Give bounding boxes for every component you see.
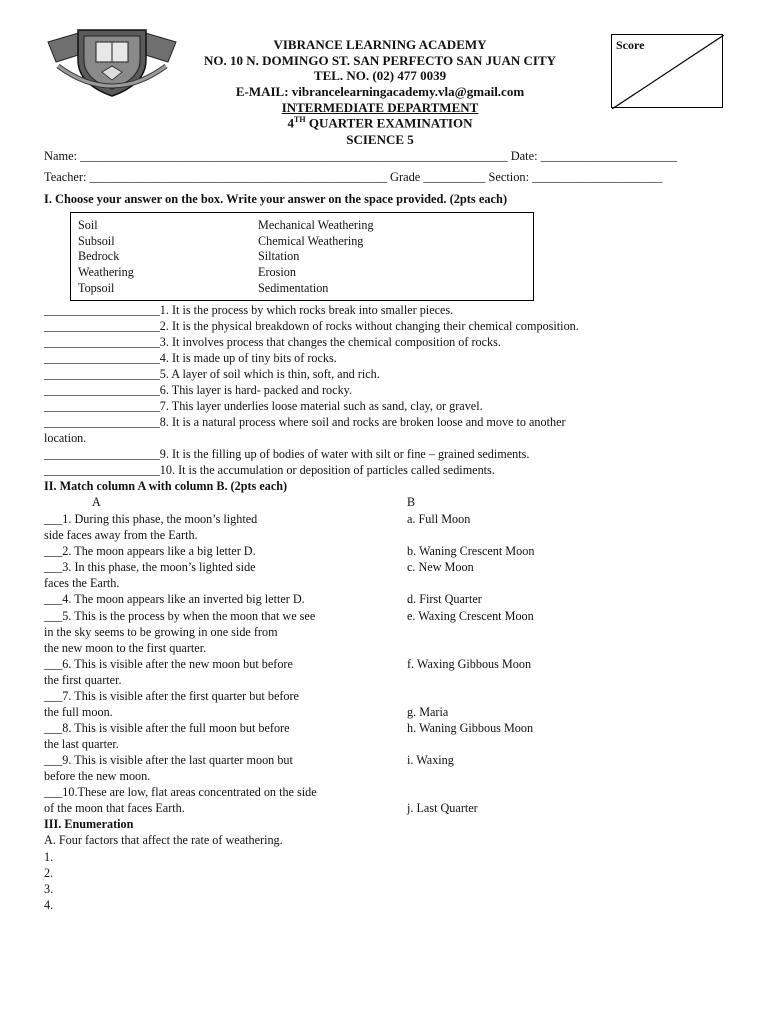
- column-b-header: B: [407, 495, 416, 509]
- match-item-a: ___3. In this phase, the moon’s lighted side: [44, 560, 256, 574]
- match-item-b: a. Full Moon: [407, 512, 471, 526]
- enumeration-number[interactable]: 4.: [44, 898, 54, 912]
- choice-item: Soil: [78, 218, 98, 232]
- match-item-b: c. New Moon: [407, 560, 474, 574]
- match-item-a-continuation: of the moon that faces Earth.: [44, 801, 185, 815]
- match-item-a: ___7. This is visible after the first quarter but before: [44, 689, 299, 703]
- question-item: ___________________2. It is the physical breakdown of rocks without changing their chemical composition.: [44, 319, 579, 333]
- match-item-b: b. Waning Crescent Moon: [407, 544, 535, 558]
- score-label: Score: [616, 38, 645, 52]
- match-item-a-continuation: the first quarter.: [44, 673, 122, 687]
- match-item-b: g. Maria: [407, 705, 449, 719]
- question-item: ___________________1. It is the process by which rocks break into smaller pieces.: [44, 303, 454, 317]
- question-item-continuation: location.: [44, 431, 87, 445]
- match-item-a-continuation: in the sky seems to be growing in one side from: [44, 625, 278, 639]
- question-item: ___________________9. It is the filling up of bodies of water with silt or fine – grained sediments.: [44, 447, 530, 461]
- match-item-a: ___9. This is visible after the last quarter moon but: [44, 753, 293, 767]
- part2-instruction: II. Match column A with column B. (2pts each): [44, 479, 288, 493]
- part1-instruction: I. Choose your answer on the box. Write your answer on the space provided. (2pts each): [44, 192, 508, 206]
- department: INTERMEDIATE DEPARTMENT: [281, 100, 479, 115]
- match-item-a-continuation: side faces away from the Earth.: [44, 528, 198, 542]
- enumeration-number[interactable]: 1.: [44, 850, 54, 864]
- exam-title: [160, 116, 600, 129]
- match-item-b: h. Waning Gibbous Moon: [407, 721, 534, 735]
- part3-title: III. Enumeration: [44, 817, 134, 831]
- exam-number: 4: [287, 115, 295, 131]
- match-item-a: ___1. During this phase, the moon’s lighted: [44, 512, 258, 526]
- score-diagonal: [612, 35, 724, 109]
- match-item-a-continuation: before the new moon.: [44, 769, 151, 783]
- enumeration-number[interactable]: 3.: [44, 882, 54, 896]
- choice-item: Erosion: [258, 265, 296, 279]
- match-item-a-continuation: the last quarter.: [44, 737, 119, 751]
- match-item-b: e. Waxing Crescent Moon: [407, 609, 534, 623]
- choice-item: Sedimentation: [258, 281, 329, 295]
- question-item: ___________________4. It is made up of tiny bits of rocks.: [44, 351, 337, 365]
- school-email: E-MAIL: vibrancelearningacademy.vla@gmail.com: [235, 84, 525, 99]
- exam-number-suffix: TH: [294, 115, 306, 124]
- school-telephone: TEL. NO. (02) 477 0039: [313, 68, 447, 83]
- school-address: NO. 10 N. DOMINGO ST. SAN PERFECTO SAN JUAN CITY: [204, 53, 556, 68]
- score-box: [611, 34, 723, 108]
- question-item: ___________________10. It is the accumulation or deposition of particles called sediments.: [44, 463, 495, 477]
- match-item-a: ___10.These are low, flat areas concentrated on the side: [44, 785, 317, 799]
- match-item-a-continuation: the full moon.: [44, 705, 113, 719]
- choice-item: Mechanical Weathering: [258, 218, 374, 232]
- choice-item: Siltation: [258, 249, 300, 263]
- question-item: ___________________5. A layer of soil which is thin, soft, and rich.: [44, 367, 380, 381]
- name-date-line[interactable]: Name: _____________________________________________________________________ Date: ______________________: [44, 149, 677, 163]
- question-item: ___________________7. This layer underlies loose material such as sand, clay, or gravel.: [44, 399, 483, 413]
- choice-item: Weathering: [78, 265, 134, 279]
- choice-item: Bedrock: [78, 249, 120, 263]
- question-item: ___________________3. It involves process that changes the chemical composition of rocks.: [44, 335, 501, 349]
- match-item-b: i. Waxing: [407, 753, 454, 767]
- match-item-b: f. Waxing Gibbous Moon: [407, 657, 532, 671]
- teacher-grade-section-line[interactable]: Teacher: ________________________________________________ Grade __________ Section: _____________________: [44, 170, 663, 184]
- part3-subtitle: A. Four factors that affect the rate of weathering.: [44, 833, 283, 847]
- match-item-a: ___6. This is visible after the new moon but before: [44, 657, 293, 671]
- match-item-b: d. First Quarter: [407, 592, 482, 606]
- school-name: VIBRANCE LEARNING ACADEMY: [273, 37, 487, 52]
- match-item-a: ___5. This is the process by when the moon that we see: [44, 609, 316, 623]
- choice-item: Chemical Weathering: [258, 234, 364, 248]
- enumeration-number[interactable]: 2.: [44, 866, 54, 880]
- match-item-a-continuation: the new moon to the first quarter.: [44, 641, 207, 655]
- match-item-a: ___4. The moon appears like an inverted big letter D.: [44, 592, 305, 606]
- column-a-header: A: [92, 495, 101, 509]
- match-item-a-continuation: faces the Earth.: [44, 576, 120, 590]
- subject: SCIENCE 5: [346, 132, 414, 147]
- question-item: ___________________6. This layer is hard- packed and rocky.: [44, 383, 353, 397]
- choice-box: [70, 212, 534, 301]
- question-item: ___________________8. It is a natural process where soil and rocks are broken loose and move to another: [44, 415, 566, 429]
- match-item-b: j. Last Quarter: [407, 801, 478, 815]
- match-item-a: ___8. This is visible after the full moon but before: [44, 721, 290, 735]
- choice-item: Subsoil: [78, 234, 115, 248]
- exam-title-text: QUARTER EXAMINATION: [305, 115, 473, 131]
- match-item-a: ___2. The moon appears like a big letter D.: [44, 544, 256, 558]
- choice-item: Topsoil: [78, 281, 115, 295]
